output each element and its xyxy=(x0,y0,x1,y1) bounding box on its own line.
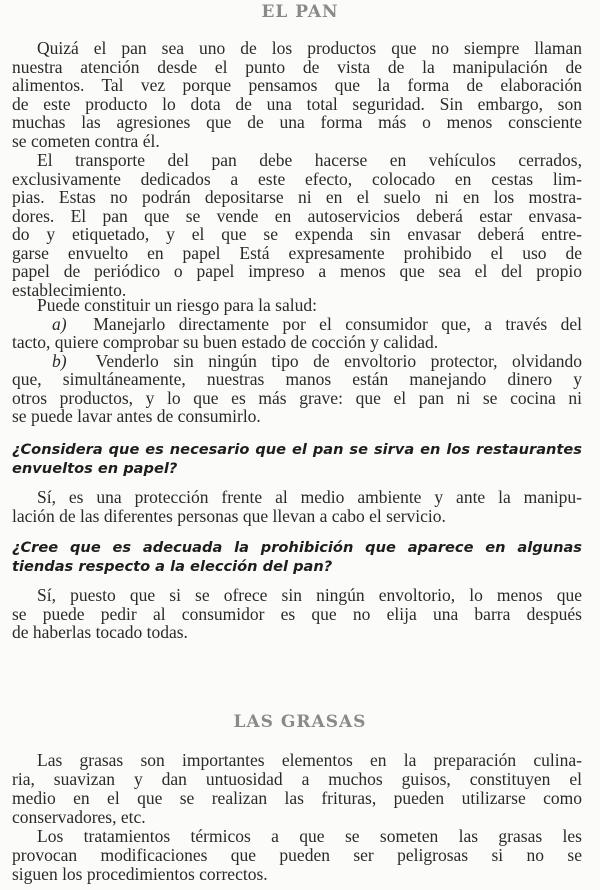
answer xyxy=(12,586,582,642)
text-line: Sí, es una protección frente al medio ambiente y ante la manipu- xyxy=(37,487,582,507)
text-line: alimentos. Tal vez porque pensamos que la forma de elaboración xyxy=(12,75,582,95)
text-line: garse envuelto en papel Está expresamente prohibido el uso de xyxy=(12,242,582,263)
text-line: de este producto lo dota de una total seguridad. Sin embargo, son xyxy=(12,93,582,114)
text-line: nuestra atención desde el punto de vista de la manipulación de xyxy=(12,56,582,77)
item-a-line xyxy=(12,315,582,334)
text-line: provocan modificaciones que pueden ser peligrosas si no se xyxy=(12,845,582,865)
risk-list xyxy=(12,296,582,426)
section-title-el-pan: EL PAN xyxy=(261,2,339,22)
item-b-line: otros productos, y lo que es más grave: que el pan ni se cocina ni xyxy=(12,387,582,408)
text-line: Sí, puesto que si se ofrece sin ningún envoltorio, lo menos que xyxy=(37,585,582,605)
item-a-line: tacto, quiere comprobar su buen estado de cocción y calidad. xyxy=(12,332,439,352)
text-line: El transporte del pan debe hacerse en vehículos cerrados, xyxy=(37,150,582,170)
text-line: Las grasas son importantes elementos en la preparación culina- xyxy=(37,750,582,770)
text-line: envueltos en papel? xyxy=(12,459,178,477)
text-line: pias. Estas no podrán depositarse ni en el suelo ni en los mostra- xyxy=(12,187,582,207)
item-b-line xyxy=(12,352,582,371)
text-line: siguen los procedimientos correctos. xyxy=(12,864,268,884)
text-line: establecimiento. xyxy=(12,279,127,300)
question xyxy=(12,441,582,478)
item-a-text: Manejarlo directamente por el consumidor que, a través del xyxy=(93,313,582,334)
text-line: ¿Considera que es necesario que el pan se sirva en los restaurantes xyxy=(12,441,582,458)
text-line: dores. El pan que se vende en autoservicios deberá estar envasa- xyxy=(12,205,582,226)
text-line: tiendas respecto a la elección del pan? xyxy=(12,557,333,575)
item-b-text: Venderlo sin ningún tipo de envoltorio protector, olvidando xyxy=(95,350,582,371)
text-line: ria, suavizan y dan untuosidad a muchos guisos, constituyen el xyxy=(12,769,582,789)
text-line: se puede pedir al consumidor es que no elija una barra después xyxy=(12,603,582,624)
paragraph xyxy=(12,151,582,299)
paragraph xyxy=(12,827,582,884)
text-line: medio en el que se realizan las frituras, pueden utilizarse como xyxy=(12,788,582,808)
item-b-line: que, simultáneamente, nuestras manos están manejando dinero y xyxy=(12,369,582,389)
section-title-las-grasas: LAS GRASAS xyxy=(233,712,367,732)
text-line: se cometen contra él. xyxy=(12,130,160,151)
text-line: ¿Cree que es adecuada la prohibición que aparece en algunas xyxy=(12,539,582,556)
text-line: conservadores, etc. xyxy=(12,807,146,827)
text-line: de haberlas tocado todas. xyxy=(12,622,188,642)
text-line: Quizá el pan sea uno de los productos que no siempre llaman xyxy=(37,38,582,58)
text-line: papel de periódico o papel impreso a menos que sea el del propio xyxy=(12,261,582,281)
text-line: muchas las agresiones que de una forma más o menos consciente xyxy=(12,112,582,132)
item-b-line: se puede lavar antes de consumirlo. xyxy=(12,406,261,426)
item-a-label: a) xyxy=(52,313,67,334)
text-line: do y etiquetado, y el que se expenda sin envasar deberá entre- xyxy=(12,224,582,244)
text-line: exclusivamente dedicados a este efecto, colocado en cestas lim- xyxy=(12,168,582,189)
paragraph xyxy=(12,39,582,150)
item-b-label: b) xyxy=(52,350,67,371)
text-line: lación de las diferentes personas que llevan a cabo el servicio. xyxy=(12,505,446,526)
risk-intro-line: Puede constituir un riesgo para la salud: xyxy=(37,295,317,315)
answer xyxy=(12,488,582,525)
question xyxy=(12,539,582,576)
text-line: Los tratamientos térmicos a que se someten las grasas les xyxy=(37,826,582,846)
paragraph xyxy=(12,751,582,827)
